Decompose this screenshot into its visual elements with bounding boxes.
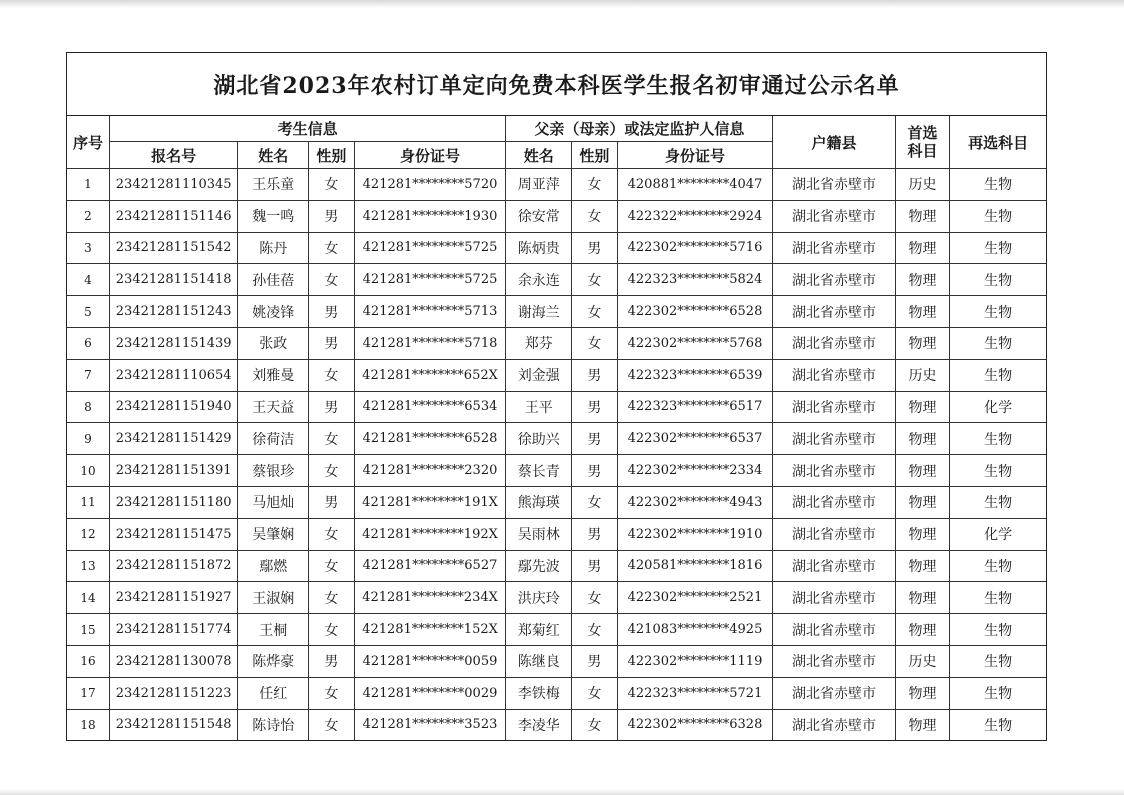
- cell-guardian-gender: 女: [572, 296, 618, 328]
- cell-second-subject: 生物: [950, 169, 1046, 201]
- cell-first-subject: 历史: [895, 645, 950, 677]
- table-row: [67, 518, 1046, 550]
- cell-guardian-gender: 男: [572, 359, 618, 391]
- table-row: [67, 582, 1046, 614]
- cell-guardian-gender: 女: [572, 614, 618, 646]
- cell-name: 鄢燃: [238, 550, 309, 582]
- cell-first-subject: 物理: [895, 518, 950, 550]
- cell-name: 吴肇娴: [238, 518, 309, 550]
- cell-guardian-id-no: 422323********5824: [617, 264, 773, 296]
- cell-guardian-gender: 女: [572, 327, 618, 359]
- cell-first-subject: 物理: [895, 200, 950, 232]
- header-first-subject-label: 首选科目: [907, 124, 938, 160]
- cell-reg-no: 23421281151429: [109, 423, 237, 455]
- cell-gender: 男: [309, 645, 355, 677]
- header-guardian-group: 父亲（母亲）或法定监护人信息: [506, 116, 773, 142]
- table-row: [67, 423, 1046, 455]
- cell-county: 湖北省赤壁市: [773, 359, 895, 391]
- cell-first-subject: 物理: [895, 391, 950, 423]
- header-candidate-group: 考生信息: [109, 116, 505, 142]
- cell-id-no: 421281********5718: [354, 327, 506, 359]
- cell-name: 王天益: [238, 391, 309, 423]
- cell-gender: 女: [309, 518, 355, 550]
- cell-guardian-gender: 女: [572, 200, 618, 232]
- cell-seq: 2: [67, 200, 109, 232]
- cell-guardian-name: 洪庆玲: [506, 582, 572, 614]
- cell-name: 蔡银珍: [238, 455, 309, 487]
- cell-second-subject: 生物: [950, 486, 1046, 518]
- cell-seq: 1: [67, 169, 109, 201]
- cell-id-no: 421281********3523: [354, 709, 506, 740]
- cell-county: 湖北省赤壁市: [773, 614, 895, 646]
- cell-gender: 女: [309, 264, 355, 296]
- cell-gender: 女: [309, 582, 355, 614]
- cell-county: 湖北省赤壁市: [773, 200, 895, 232]
- cell-seq: 10: [67, 455, 109, 487]
- table-row: [67, 169, 1046, 201]
- cell-second-subject: 生物: [950, 232, 1046, 264]
- cell-guardian-id-no: 422322********2924: [617, 200, 773, 232]
- cell-first-subject: 历史: [895, 359, 950, 391]
- header-reg-no: 报名号: [109, 142, 237, 169]
- cell-id-no: 421281********234X: [354, 582, 506, 614]
- cell-county: 湖北省赤壁市: [773, 550, 895, 582]
- cell-first-subject: 物理: [895, 614, 950, 646]
- cell-seq: 11: [67, 486, 109, 518]
- cell-guardian-id-no: 422323********5721: [617, 677, 773, 709]
- cell-seq: 12: [67, 518, 109, 550]
- cell-gender: 女: [309, 359, 355, 391]
- document-title: 湖北省2023年农村订单定向免费本科医学生报名初审通过公示名单: [67, 53, 1046, 116]
- cell-guardian-name: 郑菊红: [506, 614, 572, 646]
- cell-id-no: 421281********6528: [354, 423, 506, 455]
- cell-guardian-id-no: 420881********4047: [617, 169, 773, 201]
- cell-county: 湖北省赤壁市: [773, 455, 895, 487]
- table-row: [67, 645, 1046, 677]
- cell-guardian-id-no: 422302********6328: [617, 709, 773, 740]
- table-row: [67, 677, 1046, 709]
- cell-name: 王桐: [238, 614, 309, 646]
- cell-seq: 3: [67, 232, 109, 264]
- cell-first-subject: 物理: [895, 582, 950, 614]
- cell-second-subject: 生物: [950, 645, 1046, 677]
- cell-seq: 7: [67, 359, 109, 391]
- header-id-no: 身份证号: [354, 142, 506, 169]
- cell-guardian-name: 徐安常: [506, 200, 572, 232]
- cell-reg-no: 23421281151927: [109, 582, 237, 614]
- cell-gender: 男: [309, 486, 355, 518]
- cell-first-subject: 物理: [895, 486, 950, 518]
- cell-name: 王淑娴: [238, 582, 309, 614]
- cell-name: 徐荷洁: [238, 423, 309, 455]
- table-row: [67, 455, 1046, 487]
- cell-id-no: 421281********191X: [354, 486, 506, 518]
- cell-guardian-gender: 男: [572, 423, 618, 455]
- cell-gender: 女: [309, 232, 355, 264]
- cell-guardian-id-no: 422302********2334: [617, 455, 773, 487]
- cell-reg-no: 23421281151548: [109, 709, 237, 740]
- cell-county: 湖北省赤壁市: [773, 327, 895, 359]
- header-name: 姓名: [238, 142, 309, 169]
- cell-county: 湖北省赤壁市: [773, 391, 895, 423]
- table-row: [67, 264, 1046, 296]
- cell-id-no: 421281********0059: [354, 645, 506, 677]
- cell-county: 湖北省赤壁市: [773, 645, 895, 677]
- cell-id-no: 421281********152X: [354, 614, 506, 646]
- cell-first-subject: 历史: [895, 169, 950, 201]
- cell-second-subject: 生物: [950, 677, 1046, 709]
- table-row: [67, 232, 1046, 264]
- cell-guardian-id-no: 422302********4943: [617, 486, 773, 518]
- cell-guardian-gender: 女: [572, 582, 618, 614]
- cell-name: 任红: [238, 677, 309, 709]
- cell-reg-no: 23421281151872: [109, 550, 237, 582]
- header-second-subject: 再选科目: [950, 116, 1046, 169]
- cell-first-subject: 物理: [895, 423, 950, 455]
- table-row: [67, 359, 1046, 391]
- cell-first-subject: 物理: [895, 550, 950, 582]
- cell-county: 湖北省赤壁市: [773, 709, 895, 740]
- table-row: [67, 327, 1046, 359]
- cell-gender: 女: [309, 169, 355, 201]
- cell-reg-no: 23421281151146: [109, 200, 237, 232]
- cell-second-subject: 生物: [950, 614, 1046, 646]
- cell-second-subject: 生物: [950, 550, 1046, 582]
- cell-reg-no: 23421281110654: [109, 359, 237, 391]
- cell-first-subject: 物理: [895, 677, 950, 709]
- cell-guardian-id-no: 422323********6517: [617, 391, 773, 423]
- cell-guardian-name: 鄢先波: [506, 550, 572, 582]
- applicant-table: [67, 116, 1046, 740]
- cell-guardian-name: 熊海瑛: [506, 486, 572, 518]
- cell-name: 孙佳蓓: [238, 264, 309, 296]
- cell-second-subject: 生物: [950, 296, 1046, 328]
- cell-guardian-name: 李凌华: [506, 709, 572, 740]
- cell-county: 湖北省赤壁市: [773, 518, 895, 550]
- cell-id-no: 421281********5720: [354, 169, 506, 201]
- cell-id-no: 421281********6527: [354, 550, 506, 582]
- cell-name: 魏一鸣: [238, 200, 309, 232]
- cell-gender: 男: [309, 327, 355, 359]
- cell-guardian-id-no: 422302********5716: [617, 232, 773, 264]
- cell-gender: 男: [309, 200, 355, 232]
- cell-id-no: 421281********192X: [354, 518, 506, 550]
- cell-second-subject: 生物: [950, 709, 1046, 740]
- header-guardian-id-no: 身份证号: [617, 142, 773, 169]
- cell-gender: 女: [309, 423, 355, 455]
- cell-second-subject: 化学: [950, 518, 1046, 550]
- cell-name: 马旭灿: [238, 486, 309, 518]
- cell-guardian-id-no: 422302********6528: [617, 296, 773, 328]
- table-row: [67, 296, 1046, 328]
- cell-guardian-name: 周亚萍: [506, 169, 572, 201]
- cell-guardian-name: 刘金强: [506, 359, 572, 391]
- cell-guardian-name: 陈炳贵: [506, 232, 572, 264]
- cell-gender: 女: [309, 614, 355, 646]
- cell-guardian-gender: 男: [572, 518, 618, 550]
- cell-guardian-id-no: 420581********1816: [617, 550, 773, 582]
- cell-reg-no: 23421281130078: [109, 645, 237, 677]
- cell-name: 陈烨豪: [238, 645, 309, 677]
- cell-guardian-name: 吴雨林: [506, 518, 572, 550]
- cell-guardian-gender: 男: [572, 391, 618, 423]
- cell-name: 王乐童: [238, 169, 309, 201]
- cell-guardian-id-no: 422323********6539: [617, 359, 773, 391]
- cell-guardian-gender: 女: [572, 169, 618, 201]
- table-row: [67, 200, 1046, 232]
- cell-reg-no: 23421281151223: [109, 677, 237, 709]
- cell-seq: 15: [67, 614, 109, 646]
- cell-id-no: 421281********5725: [354, 232, 506, 264]
- cell-guardian-id-no: 422302********6537: [617, 423, 773, 455]
- header-gender: 性别: [309, 142, 355, 169]
- cell-id-no: 421281********1930: [354, 200, 506, 232]
- cell-county: 湖北省赤壁市: [773, 264, 895, 296]
- cell-seq: 18: [67, 709, 109, 740]
- cell-guardian-name: 李铁梅: [506, 677, 572, 709]
- header-county: 户籍县: [773, 116, 895, 169]
- table-row: [67, 614, 1046, 646]
- cell-guardian-gender: 女: [572, 677, 618, 709]
- cell-second-subject: 生物: [950, 455, 1046, 487]
- cell-guardian-id-no: 422302********1119: [617, 645, 773, 677]
- cell-first-subject: 物理: [895, 709, 950, 740]
- cell-county: 湖北省赤壁市: [773, 423, 895, 455]
- cell-guardian-name: 郑芬: [506, 327, 572, 359]
- cell-guardian-name: 陈继良: [506, 645, 572, 677]
- cell-seq: 14: [67, 582, 109, 614]
- table-row: [67, 709, 1046, 740]
- cell-guardian-name: 谢海兰: [506, 296, 572, 328]
- cell-reg-no: 23421281151542: [109, 232, 237, 264]
- cell-gender: 女: [309, 550, 355, 582]
- cell-seq: 8: [67, 391, 109, 423]
- cell-guardian-gender: 男: [572, 645, 618, 677]
- cell-guardian-gender: 男: [572, 455, 618, 487]
- cell-reg-no: 23421281151418: [109, 264, 237, 296]
- cell-seq: 4: [67, 264, 109, 296]
- cell-gender: 男: [309, 391, 355, 423]
- header-first-subject: [895, 116, 950, 169]
- header-seq: 序号: [67, 116, 109, 169]
- cell-name: 陈丹: [238, 232, 309, 264]
- cell-seq: 17: [67, 677, 109, 709]
- cell-second-subject: 生物: [950, 200, 1046, 232]
- cell-guardian-gender: 女: [572, 486, 618, 518]
- cell-reg-no: 23421281151180: [109, 486, 237, 518]
- cell-guardian-name: 蔡长青: [506, 455, 572, 487]
- cell-seq: 5: [67, 296, 109, 328]
- cell-id-no: 421281********652X: [354, 359, 506, 391]
- cell-guardian-id-no: 422302********2521: [617, 582, 773, 614]
- cell-second-subject: 化学: [950, 391, 1046, 423]
- cell-guardian-gender: 女: [572, 264, 618, 296]
- header-guardian-gender: 性别: [572, 142, 618, 169]
- scan-top-edge: [0, 0, 1124, 8]
- cell-gender: 女: [309, 709, 355, 740]
- cell-reg-no: 23421281151391: [109, 455, 237, 487]
- cell-gender: 女: [309, 455, 355, 487]
- cell-county: 湖北省赤壁市: [773, 677, 895, 709]
- cell-name: 姚凌锋: [238, 296, 309, 328]
- cell-id-no: 421281********5713: [354, 296, 506, 328]
- cell-seq: 6: [67, 327, 109, 359]
- cell-gender: 男: [309, 296, 355, 328]
- cell-id-no: 421281********2320: [354, 455, 506, 487]
- scan-bottom-edge: [0, 789, 1124, 795]
- cell-seq: 13: [67, 550, 109, 582]
- cell-guardian-gender: 男: [572, 232, 618, 264]
- cell-guardian-id-no: 421083********4925: [617, 614, 773, 646]
- cell-first-subject: 物理: [895, 296, 950, 328]
- cell-id-no: 421281********5725: [354, 264, 506, 296]
- cell-second-subject: 生物: [950, 359, 1046, 391]
- cell-id-no: 421281********0029: [354, 677, 506, 709]
- cell-reg-no: 23421281151774: [109, 614, 237, 646]
- cell-county: 湖北省赤壁市: [773, 296, 895, 328]
- cell-county: 湖北省赤壁市: [773, 486, 895, 518]
- cell-reg-no: 23421281151940: [109, 391, 237, 423]
- cell-guardian-gender: 男: [572, 550, 618, 582]
- cell-guardian-id-no: 422302********5768: [617, 327, 773, 359]
- cell-name: 刘雅曼: [238, 359, 309, 391]
- cell-name: 张政: [238, 327, 309, 359]
- cell-county: 湖北省赤壁市: [773, 232, 895, 264]
- cell-guardian-name: 徐助兴: [506, 423, 572, 455]
- cell-seq: 16: [67, 645, 109, 677]
- table-body: [67, 169, 1046, 741]
- table-row: [67, 486, 1046, 518]
- cell-first-subject: 物理: [895, 455, 950, 487]
- table-row: [67, 391, 1046, 423]
- cell-reg-no: 23421281151439: [109, 327, 237, 359]
- cell-guardian-gender: 女: [572, 709, 618, 740]
- cell-county: 湖北省赤壁市: [773, 169, 895, 201]
- cell-guardian-name: 王平: [506, 391, 572, 423]
- table-row: [67, 550, 1046, 582]
- cell-first-subject: 物理: [895, 264, 950, 296]
- cell-guardian-name: 余永连: [506, 264, 572, 296]
- cell-reg-no: 23421281110345: [109, 169, 237, 201]
- cell-id-no: 421281********6534: [354, 391, 506, 423]
- cell-first-subject: 物理: [895, 232, 950, 264]
- cell-second-subject: 生物: [950, 582, 1046, 614]
- cell-second-subject: 生物: [950, 264, 1046, 296]
- cell-gender: 女: [309, 677, 355, 709]
- cell-second-subject: 生物: [950, 327, 1046, 359]
- cell-second-subject: 生物: [950, 423, 1046, 455]
- cell-reg-no: 23421281151243: [109, 296, 237, 328]
- cell-first-subject: 物理: [895, 327, 950, 359]
- cell-name: 陈诗怡: [238, 709, 309, 740]
- notice-document: [66, 52, 1047, 741]
- header-row-group: [67, 116, 1046, 142]
- header-guardian-name: 姓名: [506, 142, 572, 169]
- cell-seq: 9: [67, 423, 109, 455]
- cell-county: 湖北省赤壁市: [773, 582, 895, 614]
- cell-reg-no: 23421281151475: [109, 518, 237, 550]
- cell-guardian-id-no: 422302********1910: [617, 518, 773, 550]
